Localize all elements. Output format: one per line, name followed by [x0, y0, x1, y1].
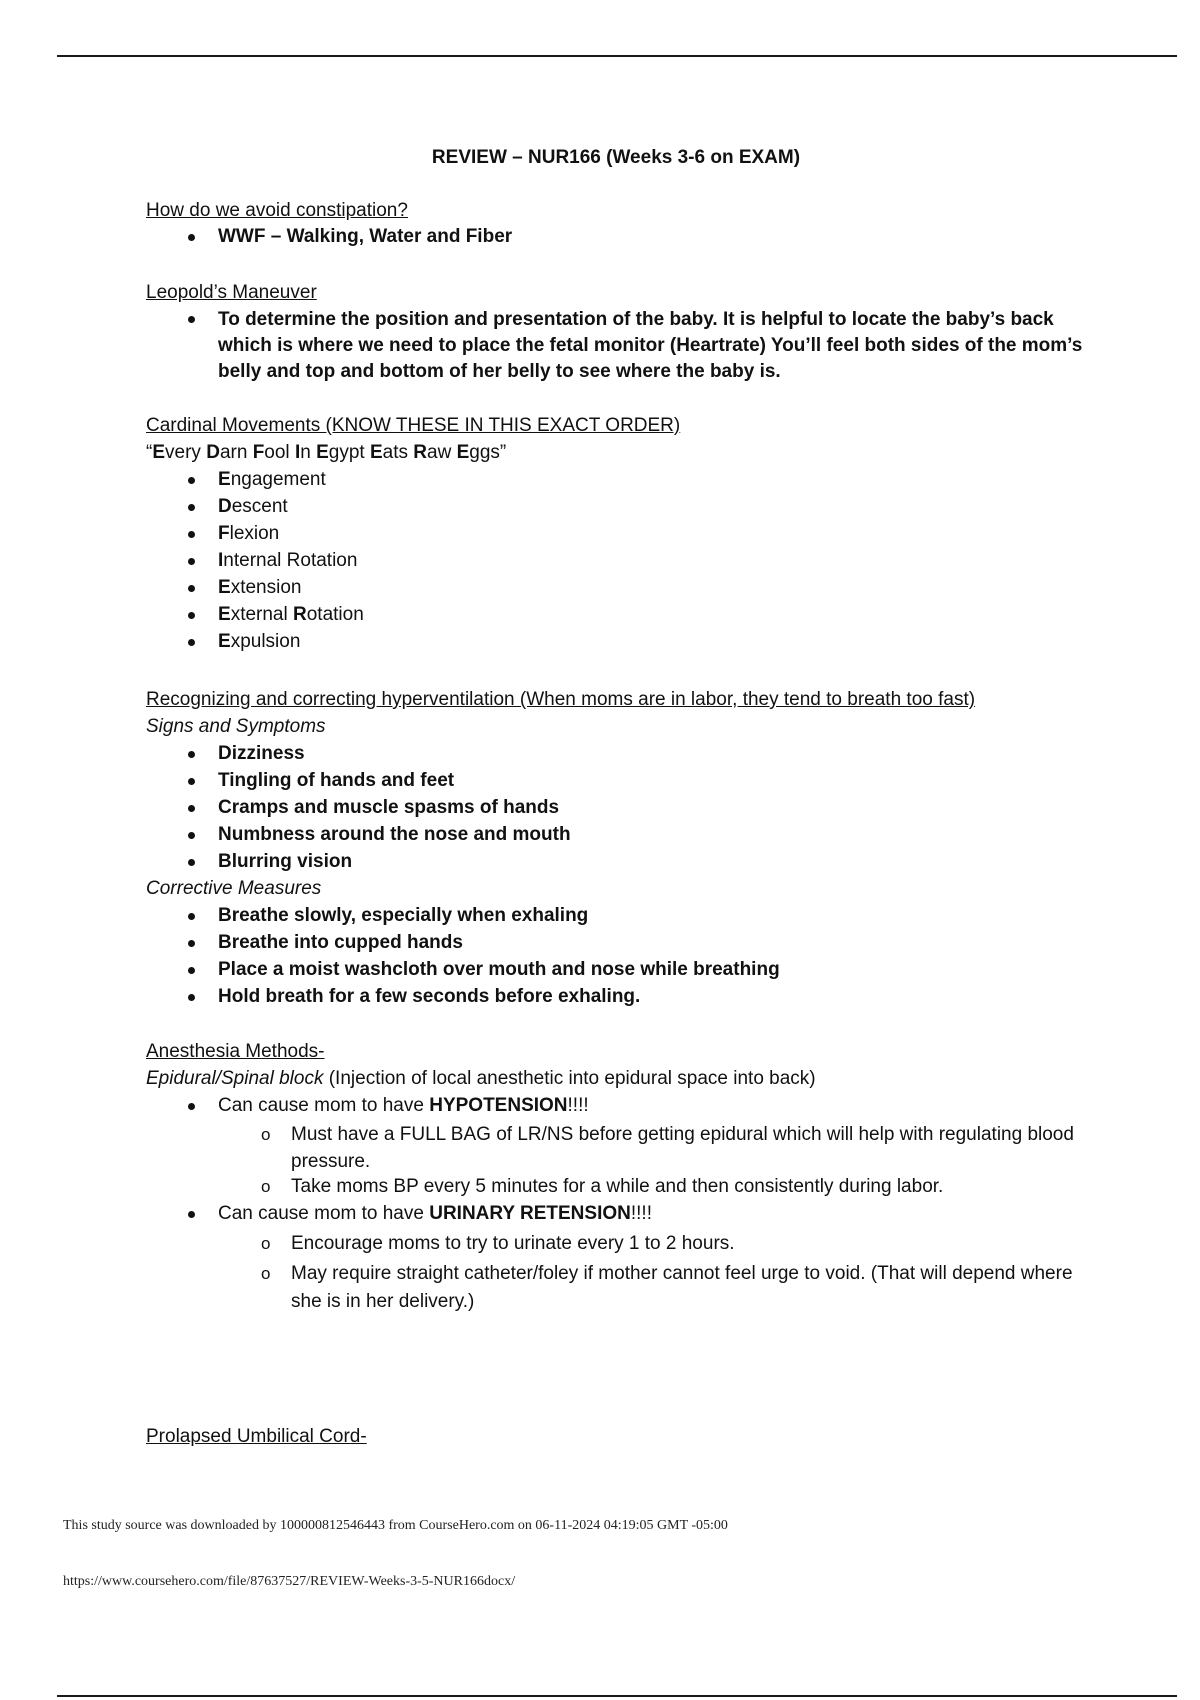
- bullet-dot: [188, 612, 195, 619]
- bullet-dot: [188, 805, 195, 812]
- bullet-dot: [188, 531, 195, 538]
- movement-text: E: [218, 604, 231, 625]
- constipation-heading: How do we avoid constipation?: [146, 200, 408, 221]
- movement-text: R: [293, 604, 307, 625]
- list-item: [218, 468, 326, 492]
- hypotension-sub-item: o Must have a FULL BAG of LR/NS before getting epidural which will help with regulating blood pressure.: [261, 1124, 1074, 1172]
- mnemonic-segment: E: [456, 442, 470, 463]
- mnemonic-segment: n: [300, 442, 317, 463]
- cardinal-heading: Cardinal Movements (KNOW THESE IN THIS EXACT ORDER): [146, 415, 681, 436]
- mnemonic-segment: ggs”: [469, 442, 507, 463]
- list-item: [218, 742, 305, 766]
- urinary-sub-item: o Encourage moms to try to urinate every 1 to 2 hours.: [261, 1233, 735, 1254]
- bottom-rule: [57, 1695, 1177, 1697]
- movement-text: D: [218, 496, 232, 517]
- list-item: [218, 931, 463, 955]
- mnemonic-segment: E: [152, 442, 166, 463]
- movement-text: xpulsion: [230, 631, 301, 652]
- movement-text: xternal: [230, 604, 293, 625]
- list-item: [218, 958, 780, 982]
- mnemonic-segment: ool: [264, 442, 295, 463]
- hyperventilation-heading: Recognizing and correcting hyperventilation (When moms are in labor, they tend to breath too fast): [146, 689, 976, 710]
- prolapsed-heading: Prolapsed Umbilical Cord-: [146, 1426, 367, 1447]
- list-item: [218, 769, 454, 793]
- list-item: [218, 549, 357, 573]
- mnemonic-segment: arn: [219, 442, 253, 463]
- bullet-dot: [188, 994, 195, 1001]
- list-item: [218, 823, 571, 847]
- movement-text: ngagement: [230, 469, 326, 490]
- bullet-dot: [188, 504, 195, 511]
- mnemonic-segment: aw: [427, 442, 457, 463]
- bullet-dot: [188, 940, 195, 947]
- bullet-dot: [188, 913, 195, 920]
- mnemonic-segment: ats: [382, 442, 414, 463]
- hypotension-sub-item: o Take moms BP every 5 minutes for a while and then consistently during labor.: [261, 1176, 944, 1197]
- mnemonic-segment: E: [369, 442, 383, 463]
- mnemonic-segment: I: [294, 442, 301, 463]
- bullet-dot: [188, 639, 195, 646]
- list-item: [218, 495, 288, 519]
- movement-text: nternal Rotation: [223, 550, 358, 571]
- leopold-heading: Leopold’s Maneuver: [146, 282, 317, 303]
- list-item: [218, 985, 640, 1009]
- measure-text: Hold breath for a few seconds before exhaling.: [218, 986, 641, 1007]
- movement-text: lexion: [229, 523, 280, 544]
- mnemonic-segment: F: [252, 442, 265, 463]
- sign-text: Cramps and muscle spasms of hands: [218, 797, 560, 818]
- movement-text: E: [218, 631, 231, 652]
- bullet-dot: [188, 234, 195, 241]
- measure-text: Breathe into cupped hands: [218, 932, 463, 953]
- sign-text: Blurring vision: [218, 851, 353, 872]
- bullet-dot: [188, 558, 195, 565]
- movement-text: I: [218, 550, 224, 571]
- movement-text: otation: [306, 604, 364, 625]
- bullet-dot: [188, 1211, 195, 1218]
- bullet-dot: [188, 477, 195, 484]
- sign-text: Numbness around the nose and mouth: [218, 824, 571, 845]
- page-title: REVIEW – NUR166 (Weeks 3-6 on EXAM): [431, 147, 801, 168]
- top-rule: [57, 55, 1177, 57]
- bullet-dot: [188, 832, 195, 839]
- bullet-dot: [188, 585, 195, 592]
- list-item: [218, 796, 559, 820]
- source-url[interactable]: https://www.coursehero.com/file/87637527/REVIEW-Weeks-3-5-NUR166docx/: [63, 1574, 516, 1589]
- list-item: [218, 603, 364, 627]
- mnemonic-segment: D: [206, 442, 220, 463]
- signs-label: Signs and Symptoms: [146, 716, 326, 737]
- urinary-sub-item: o May require straight catheter/foley if mother cannot feel urge to void. (That will depend where she is in her delivery.): [261, 1263, 1073, 1312]
- list-item: WWF – Walking, Water and Fiber: [218, 225, 512, 249]
- anesthesia-heading: Anesthesia Methods-: [146, 1041, 325, 1062]
- mnemonic-segment: R: [413, 442, 428, 463]
- list-item: [218, 904, 588, 928]
- measure-text: Place a moist washcloth over mouth and nose while breathing: [218, 959, 780, 980]
- sign-text: Dizziness: [218, 743, 305, 764]
- download-notice: This study source was downloaded by 100000812546443 from CourseHero.com on 06-11-2024 04:19:05 GMT -05:00: [63, 1518, 728, 1533]
- list-item: [218, 576, 301, 600]
- cardinal-mnemonic: [146, 441, 506, 465]
- hypotension-item: Can cause mom to have HYPOTENSION!!!!: [218, 1094, 589, 1118]
- bullet-dot: [188, 1103, 195, 1110]
- bullet-dot: [188, 751, 195, 758]
- bullet-dot: [188, 316, 195, 323]
- movement-text: xtension: [230, 577, 302, 598]
- epidural-desc: (Injection of local anesthetic into epidural space into back): [323, 1068, 816, 1089]
- sign-text: Tingling of hands and feet: [218, 770, 455, 791]
- urinary-item: Can cause mom to have URINARY RETENSION!!!!: [218, 1202, 652, 1226]
- movement-text: E: [218, 577, 231, 598]
- list-item: [218, 522, 279, 546]
- bullet-dot: [188, 967, 195, 974]
- mnemonic-segment: very: [165, 442, 207, 463]
- epidural-line: [146, 1067, 816, 1091]
- movement-text: escent: [231, 496, 288, 517]
- list-item: To determine the position and presentation of the baby. It is helpful to locate the baby’s back which is where we need to place the fetal monitor (Heartrate) You’ll feel both sides of the mom’s belly and top and bottom of her belly to see where the baby is.: [218, 307, 1098, 385]
- mnemonic-segment: gypt: [328, 442, 370, 463]
- mnemonic-segment: E: [316, 442, 329, 463]
- movement-text: E: [218, 469, 231, 490]
- measure-text: Breathe slowly, especially when exhaling: [218, 905, 589, 926]
- movement-text: F: [218, 523, 230, 544]
- measures-label: Corrective Measures: [146, 878, 322, 899]
- epidural-label: Epidural/Spinal block: [146, 1068, 324, 1089]
- list-item: [218, 850, 352, 874]
- bullet-dot: [188, 859, 195, 866]
- mnemonic-segment: “: [146, 442, 153, 463]
- list-item: [218, 630, 300, 654]
- bullet-dot: [188, 778, 195, 785]
